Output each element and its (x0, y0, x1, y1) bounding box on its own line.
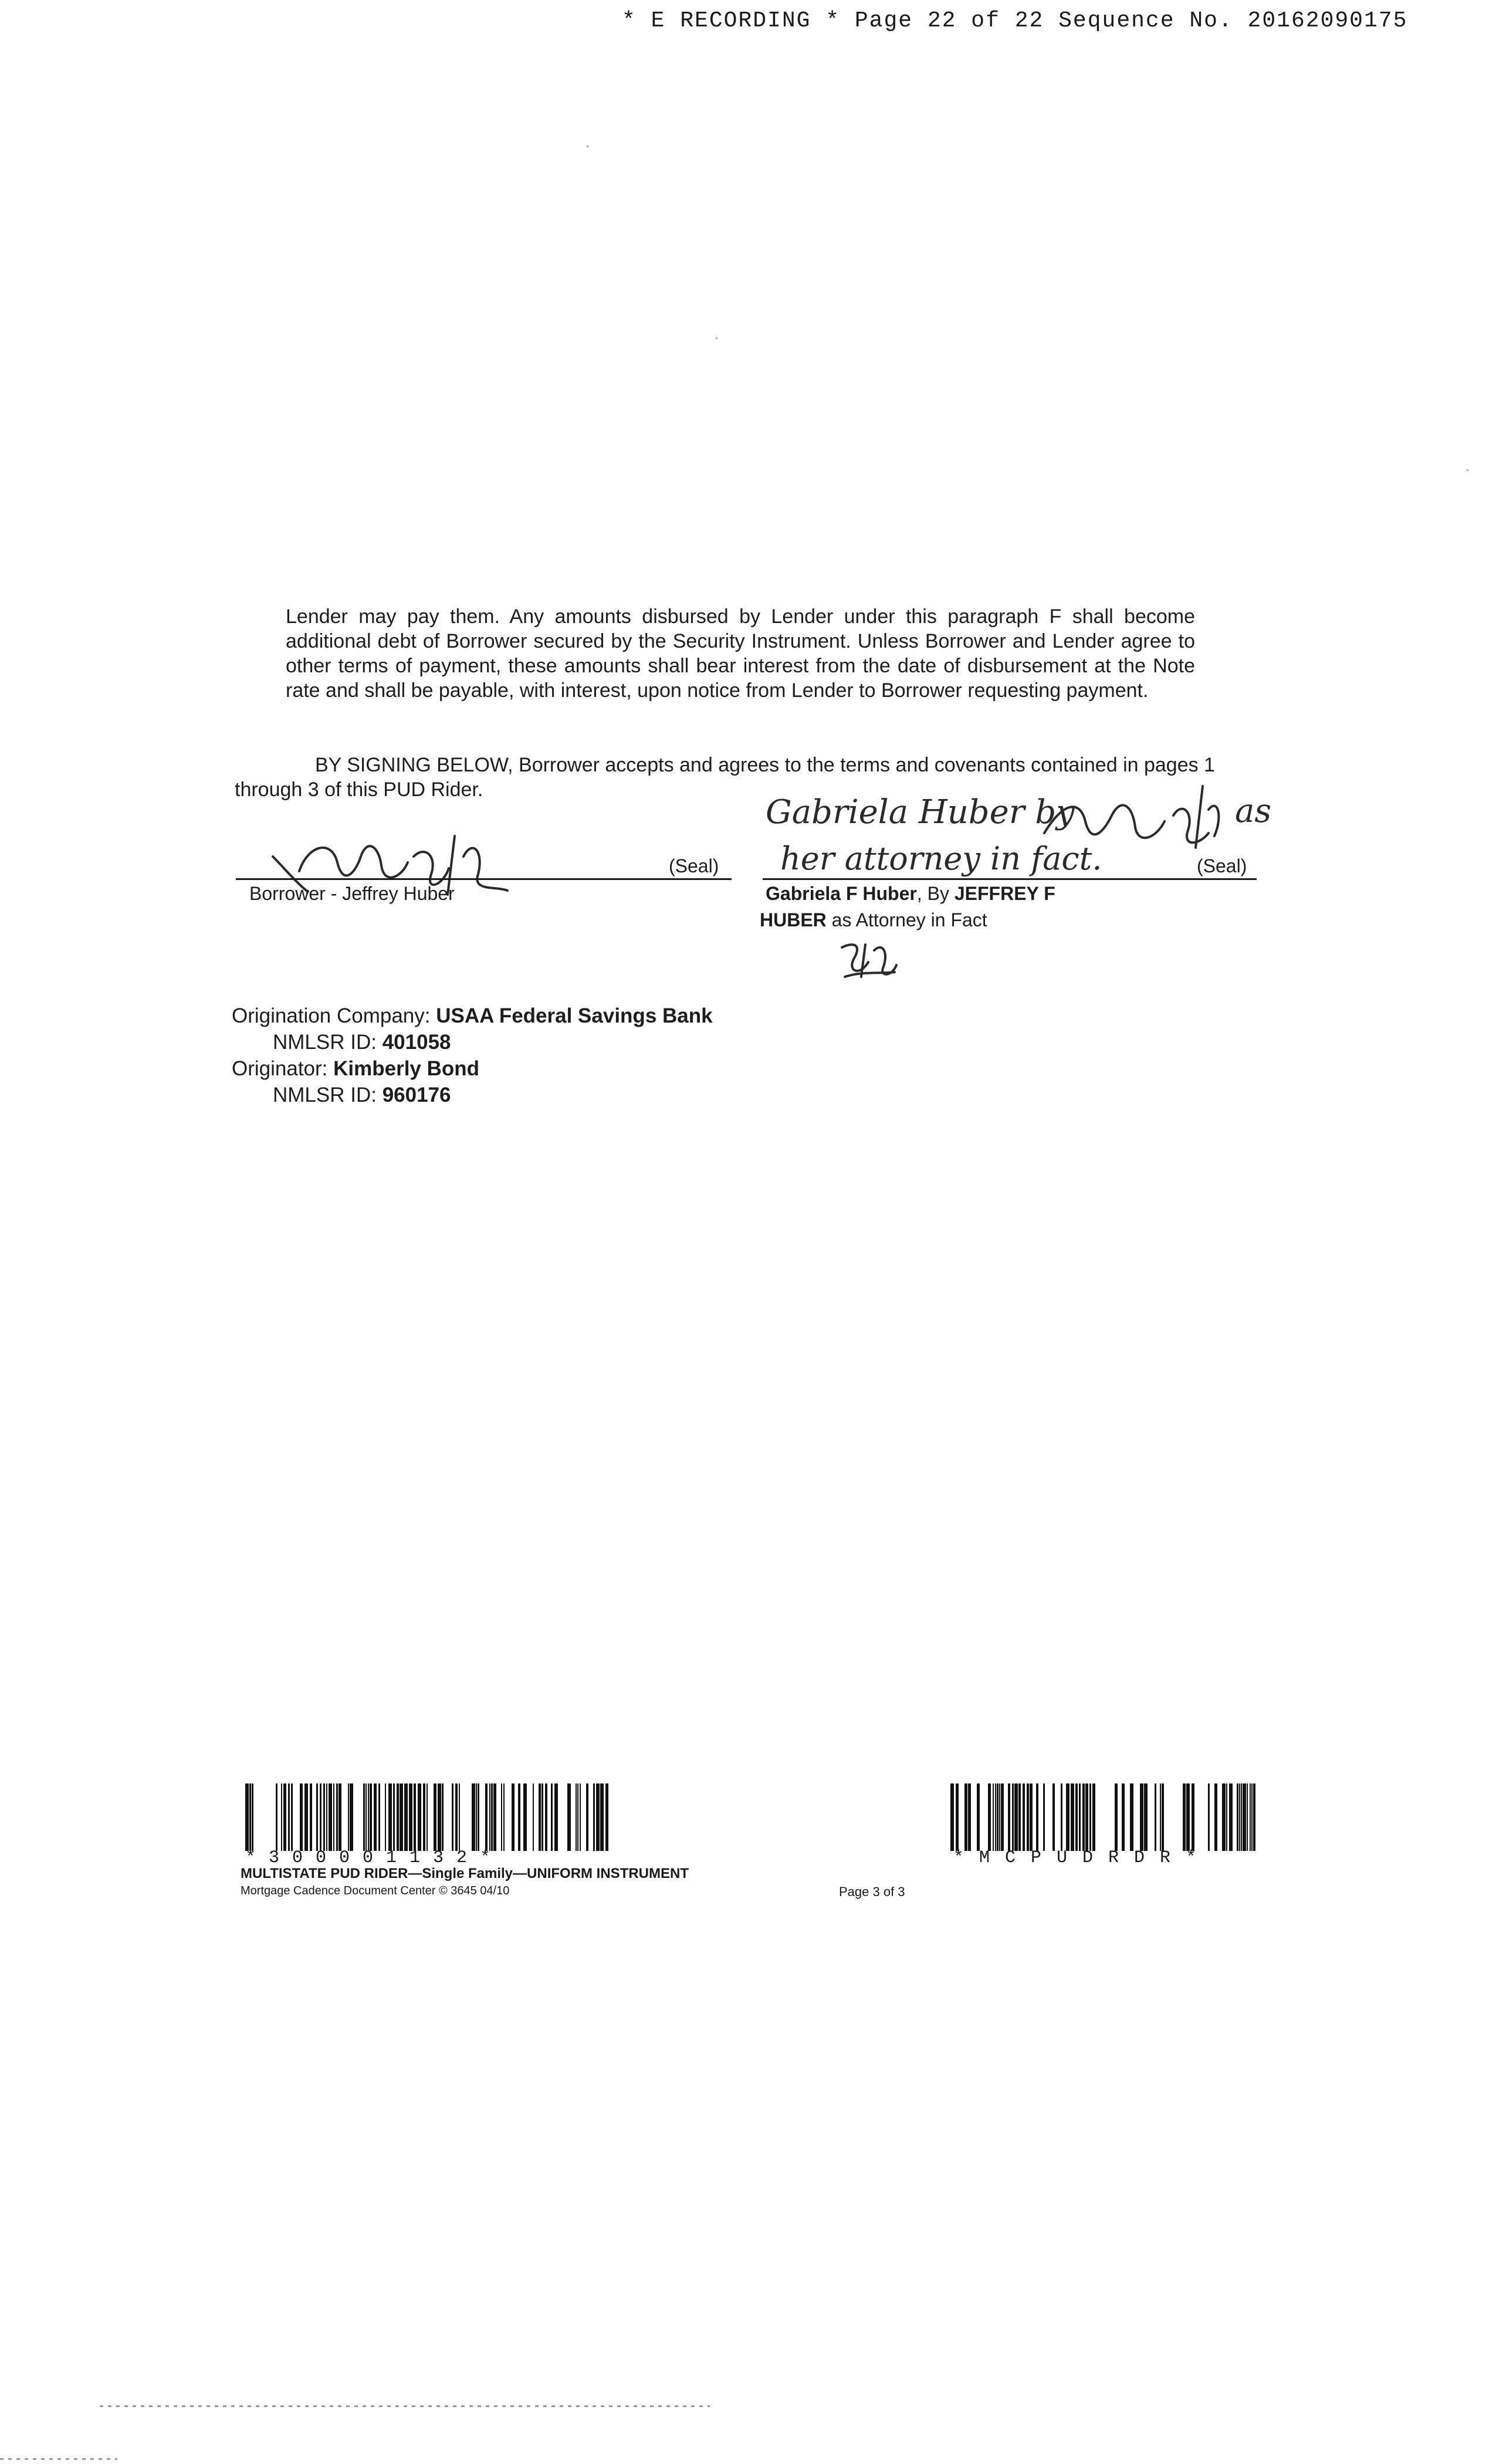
barcode-bar (320, 1783, 321, 1851)
barcode-bar (455, 1783, 458, 1851)
barcode-bar (491, 1783, 493, 1851)
barcode-bar (485, 1783, 488, 1851)
barcode-bar (1082, 1783, 1085, 1851)
barcode-bar (545, 1783, 547, 1851)
barcode-bar (276, 1783, 277, 1851)
barcode-bar (1155, 1783, 1156, 1851)
barcode-bar (1241, 1783, 1242, 1851)
origination-company (232, 1004, 713, 1028)
barcode-bar (249, 1783, 251, 1851)
barcode-bar (283, 1783, 286, 1851)
barcode-bar (950, 1783, 954, 1851)
barcode-bar (554, 1783, 558, 1851)
barcode-bar (1183, 1783, 1186, 1851)
barcode-bar (427, 1783, 428, 1851)
barcode-bar (1027, 1783, 1029, 1851)
handwritten-as: as (1235, 792, 1272, 830)
barcode-bar (1085, 1783, 1088, 1851)
barcode-bar (370, 1783, 372, 1851)
recording-header: * E RECORDING * Page 22 of 22 Sequence No. 20162090175 (622, 8, 1408, 33)
barcode-bar (964, 1783, 967, 1851)
barcode-bar (374, 1783, 377, 1851)
barcode-bar (1162, 1783, 1164, 1851)
barcode-bar (333, 1783, 334, 1851)
barcode-bar (503, 1783, 505, 1851)
company-nmlsr-label: NMLSR ID: (273, 1031, 383, 1054)
barcode-bar (977, 1783, 980, 1851)
barcode-bar (1061, 1783, 1062, 1851)
barcode-bar (1140, 1783, 1143, 1851)
form-source: Mortgage Cadence Document Center © 3645 04/10 (241, 1884, 510, 1897)
barcode-bar (596, 1783, 600, 1851)
barcode-bar (1222, 1783, 1226, 1851)
loan-number-barcode-text: *300001132* (245, 1848, 504, 1868)
barcode-bar (459, 1783, 460, 1851)
barcode-bar (291, 1783, 293, 1851)
barcode-bar (310, 1783, 312, 1851)
barcode-bar (1075, 1783, 1078, 1851)
jeffrey-huber-initials (833, 936, 903, 983)
barcode-bar (397, 1783, 399, 1851)
barcode-bar (1237, 1783, 1238, 1851)
scan-noise-edge (0, 2458, 117, 2460)
barcode-bar (1239, 1783, 1240, 1851)
signature-line-right (763, 878, 1257, 880)
barcode-bar (472, 1783, 475, 1851)
barcode-bar (409, 1783, 412, 1851)
barcode-bar (1089, 1783, 1091, 1851)
attorney-name-1: JEFFREY F (954, 883, 1055, 904)
originator-nmlsr (273, 1084, 451, 1107)
barcode-bar (605, 1783, 608, 1851)
barcode-bar (988, 1783, 991, 1851)
barcode-bar (393, 1783, 395, 1851)
barcode-bar (593, 1783, 595, 1851)
gabriela-name: Gabriela F Huber (766, 883, 917, 904)
barcode-bar (348, 1783, 349, 1851)
scan-speck (587, 145, 588, 147)
barcode-bar (400, 1783, 403, 1851)
barcode-bar (1186, 1783, 1190, 1851)
form-code-barcode (950, 1783, 1261, 1892)
form-title: MULTISTATE PUD RIDER—Single Family—UNIFORM INSTRUMENT (241, 1866, 689, 1881)
barcode-bar (995, 1783, 996, 1851)
barcode-bar (512, 1783, 515, 1851)
barcode-bar (539, 1783, 541, 1851)
barcode-bar (363, 1783, 365, 1851)
barcode-bar (1214, 1783, 1217, 1851)
company-nmlsr (273, 1031, 451, 1054)
barcode-bar (580, 1783, 581, 1851)
barcode-bar (1079, 1783, 1081, 1851)
barcode-bar (1115, 1783, 1118, 1851)
handwritten-gabriela-line1: Gabriela Huber by (766, 793, 1075, 831)
barcode-bar (434, 1783, 436, 1851)
barcode-bar (423, 1783, 425, 1851)
barcode-bar (541, 1783, 543, 1851)
barcode-bar (1130, 1783, 1133, 1851)
barcode-bar (968, 1783, 971, 1851)
barcode-bar (329, 1783, 332, 1851)
barcode-bar (304, 1783, 308, 1851)
scan-speck (716, 337, 717, 339)
barcode-bar (452, 1783, 453, 1851)
barcode-bar (523, 1783, 527, 1851)
barcode-bar (1247, 1783, 1248, 1851)
barcode-bar (1001, 1783, 1004, 1851)
attorney-name-2: HUBER (760, 909, 827, 930)
barcode-bar (245, 1783, 249, 1851)
barcode-bar (576, 1783, 577, 1851)
barcode-bar (533, 1783, 534, 1851)
barcode-bar (586, 1783, 588, 1851)
barcode-bar (404, 1783, 408, 1851)
barcode-bar (418, 1783, 421, 1851)
barcode-bar (281, 1783, 282, 1851)
barcode-bar (1071, 1783, 1074, 1851)
barcode-bar (1122, 1783, 1125, 1851)
barcode-bar (997, 1783, 999, 1851)
barcode-bar (1160, 1783, 1161, 1851)
barcode-bar (323, 1783, 325, 1851)
signature-line-left (236, 878, 732, 880)
signing-statement-text: BY SIGNING BELOW, Borrower accepts and agrees to the terms and covenants contained in pages 1 through 3 of this PUD Rider. (235, 754, 1215, 801)
scan-speck (1467, 469, 1468, 471)
barcode-bar (385, 1783, 386, 1851)
barcode-bar (1036, 1783, 1038, 1851)
origination-company-value: USAA Federal Savings Bank (436, 1004, 713, 1027)
barcode-bar (1253, 1783, 1255, 1851)
barcode-bar (378, 1783, 380, 1851)
gabriela-caption-line1 (766, 882, 1055, 905)
barcode-bar (1023, 1783, 1025, 1851)
gabriela-caption-line2 (760, 908, 987, 932)
barcode-bar (600, 1783, 604, 1851)
barcode-bar (326, 1783, 327, 1851)
barcode-bar (1066, 1783, 1069, 1851)
barcode-bar (336, 1783, 338, 1851)
originator-nmlsr-value: 960176 (382, 1084, 451, 1106)
barcode-bar (999, 1783, 1000, 1851)
origination-company-label: Origination Company: (232, 1004, 436, 1027)
barcode-bar (1030, 1783, 1033, 1851)
barcode-bar (442, 1783, 444, 1851)
barcode-bar (993, 1783, 994, 1851)
barcode-bar (1144, 1783, 1148, 1851)
barcode-bar (350, 1783, 353, 1851)
barcode-bar (252, 1783, 253, 1851)
originator-label: Originator: (232, 1057, 334, 1080)
originator (232, 1057, 479, 1081)
seal-left: (Seal) (669, 855, 719, 876)
barcode-bar (1192, 1783, 1194, 1851)
scan-noise-line (100, 2405, 710, 2407)
originator-nmlsr-label: NMLSR ID: (273, 1084, 383, 1106)
barcode-bar (339, 1783, 341, 1851)
barcode-bar (300, 1783, 303, 1851)
barcode-bar (365, 1783, 367, 1851)
company-nmlsr-value: 401058 (382, 1031, 451, 1054)
barcode-bar (493, 1783, 496, 1851)
gabriela-by: , By (916, 883, 955, 904)
handwritten-attorney-line2: her attorney in fact. (780, 840, 1102, 877)
barcode-bar (551, 1783, 553, 1851)
barcode-bar (478, 1783, 479, 1851)
barcode-bar (501, 1783, 502, 1851)
attorney-in-fact: as Attorney in Fact (826, 909, 987, 930)
form-code-barcode-text: *MCPUDRDR* (953, 1848, 1212, 1868)
barcode-bar (414, 1783, 416, 1851)
barcode-bar (1092, 1783, 1095, 1851)
barcode-bar (1226, 1783, 1227, 1851)
barcode-bar (1243, 1783, 1246, 1851)
barcode-bar (1250, 1783, 1251, 1851)
originator-value: Kimberly Bond (333, 1057, 480, 1080)
barcode-bar (438, 1783, 441, 1851)
barcode-bar (1014, 1783, 1018, 1851)
barcode-bar (1229, 1783, 1233, 1851)
barcode-bar (489, 1783, 490, 1851)
barcode-bar (368, 1783, 369, 1851)
page-number: Page 3 of 3 (839, 1884, 905, 1899)
barcode-bar (1043, 1783, 1045, 1851)
barcode-bar (288, 1783, 290, 1851)
seal-right: (Seal) (1197, 855, 1247, 876)
paragraph-f-text: Lender may pay them. Any amounts disbursed by Lender under this paragraph F shall become additional debt of Borrower secured by the Security Instrument. Unless Borrower and Lender agree to other terms of payment, these amounts shall bear interest from the date of disbursement at the Note rate and shall be payable, with interest, upon notice from Lender to Borrower requesting payment. (286, 605, 1195, 702)
barcode-bar (1052, 1783, 1055, 1851)
barcode-bar (956, 1783, 959, 1851)
barcode-bar (1018, 1783, 1021, 1851)
barcode-bar (1251, 1783, 1253, 1851)
borrower-caption: Borrower - Jeffrey Huber (249, 883, 455, 904)
barcode-bar (1208, 1783, 1210, 1851)
barcode-bar (388, 1783, 392, 1851)
barcode-bar (577, 1783, 578, 1851)
barcode-bar (316, 1783, 318, 1851)
barcode-bar (567, 1783, 571, 1851)
barcode-bar (476, 1783, 477, 1851)
barcode-bar (1008, 1783, 1010, 1851)
barcode-bar (518, 1783, 520, 1851)
barcode-bar (1012, 1783, 1014, 1851)
